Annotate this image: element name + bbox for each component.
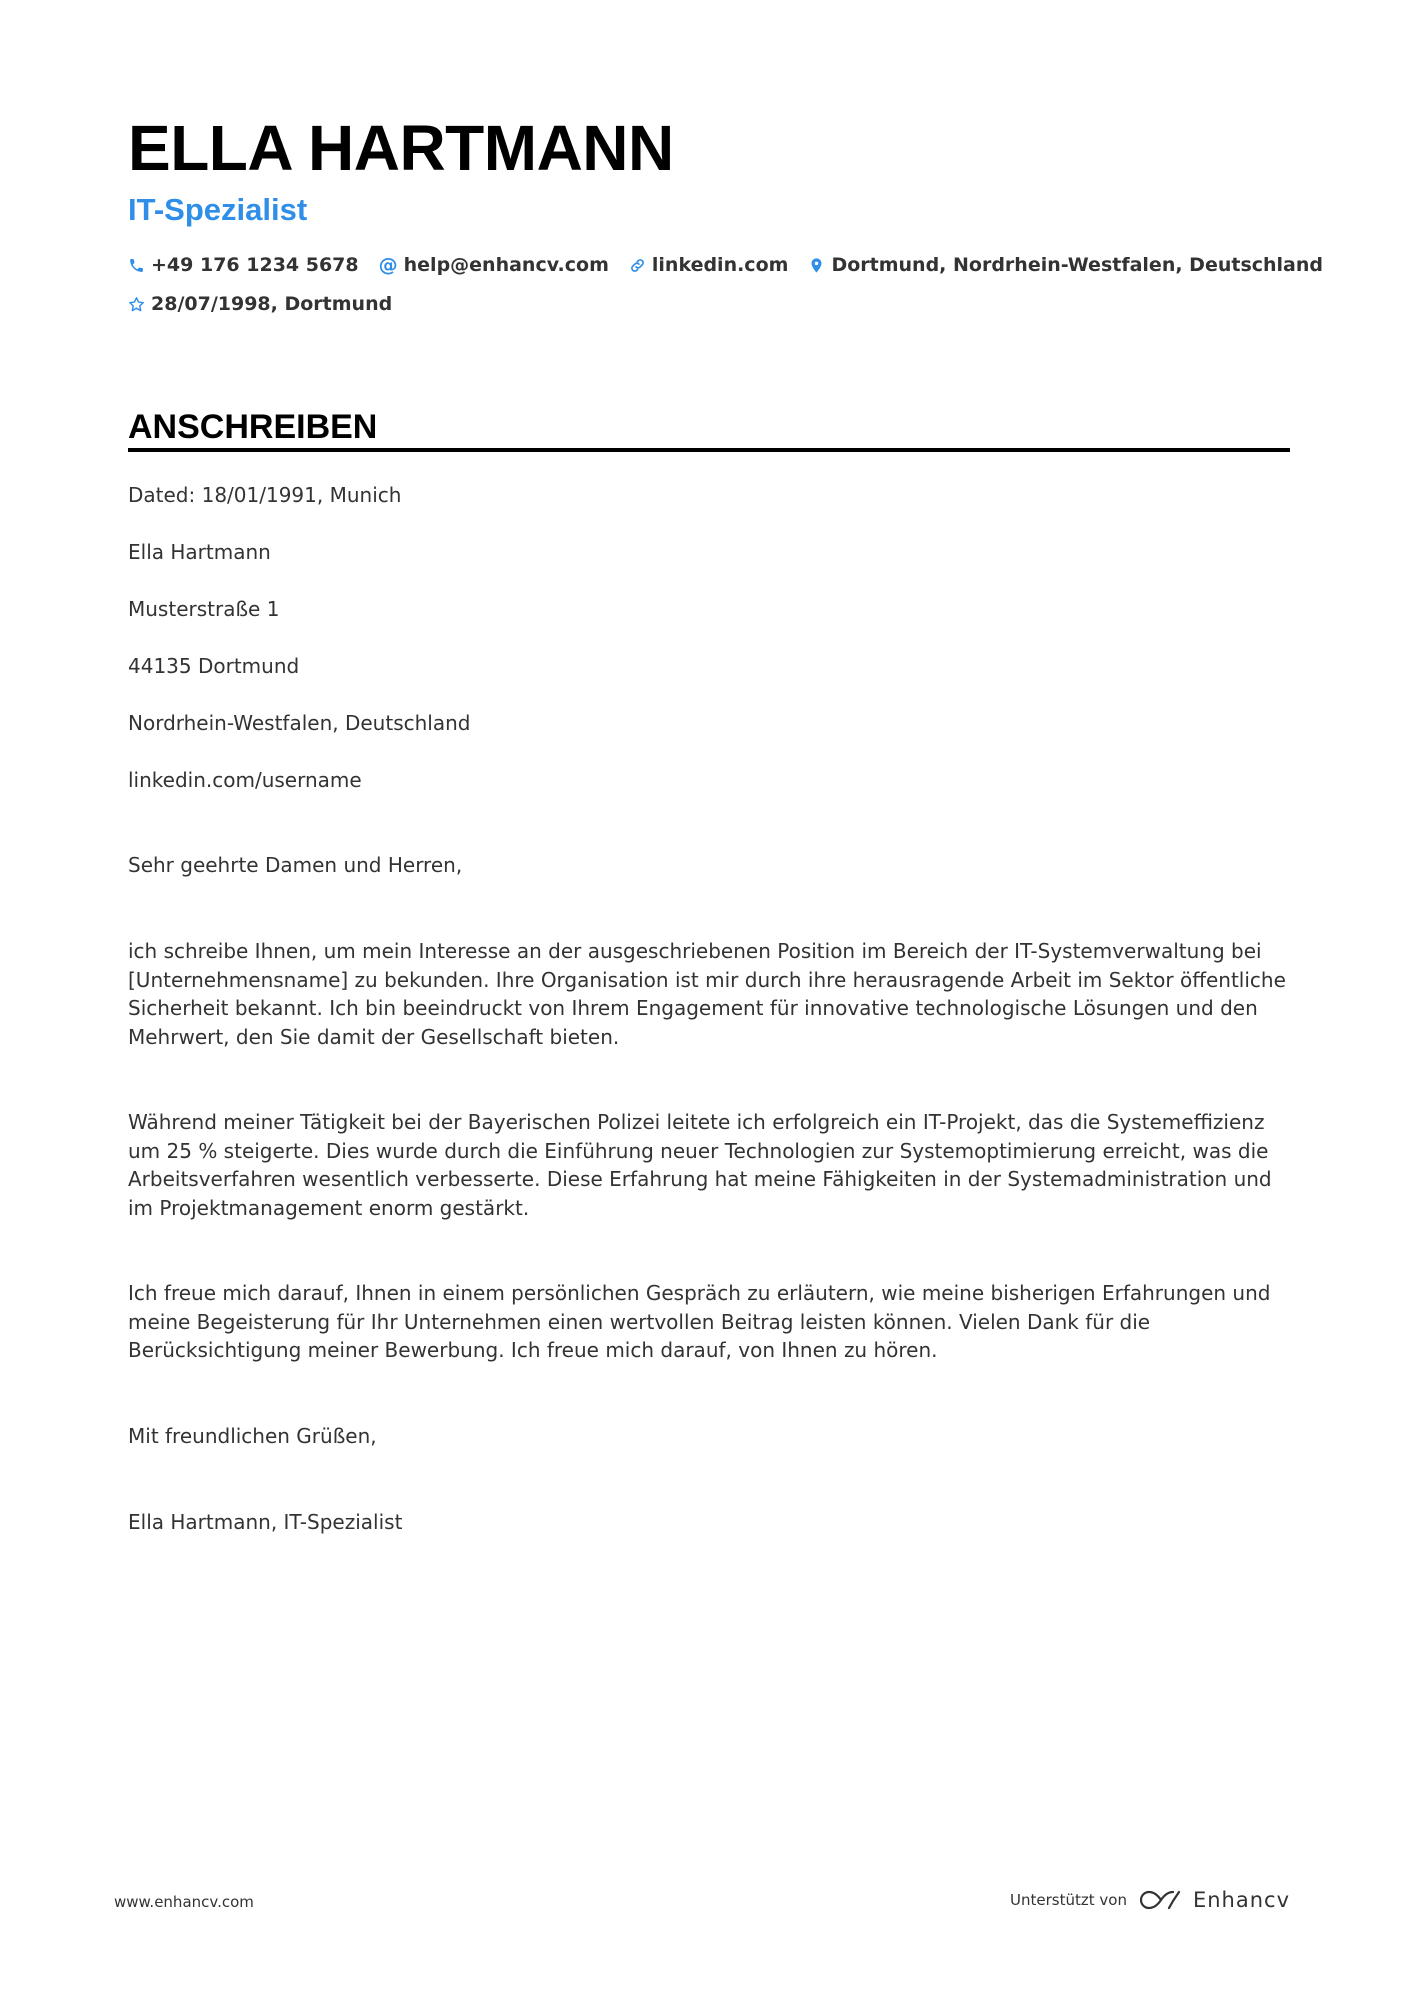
sender-region: Nordrhein-Westfalen, Deutschland <box>128 711 471 735</box>
location-text: Dortmund, Nordrhein-Westfalen, Deutschland <box>831 254 1324 276</box>
sender-linkedin: linkedin.com/username <box>128 768 362 792</box>
letter-paragraph: ich schreibe Ihnen, um mein Interesse an der ausgeschriebenen Position im Bereich der IT-Systemverwaltung bei [Unternehmensname] zu bekunden. Ihre Organisation ist mir durch ihre herausragende Arbeit im Sektor öffentliche Sicherheit bekannt. Ich bin beeindruckt von Ihrem Engagement für innovative technologische Lösungen und den Mehrwert, den Sie damit der Gesellschaft bieten. <box>128 939 1286 1049</box>
closing: Mit freundlichen Grüßen, <box>128 1424 377 1448</box>
job-title: IT-Spezialist <box>128 192 308 227</box>
footer-url[interactable]: www.enhancv.com <box>114 1893 254 1911</box>
powered-by-text: Unterstützt von <box>1010 1891 1127 1909</box>
contact-phone <box>128 254 359 276</box>
phone-text: +49 176 1234 5678 <box>151 254 359 276</box>
letter-paragraph: Ich freue mich darauf, Ihnen in einem persönlichen Gespräch zu erläutern, wie meine bisherigen Erfahrungen und meine Begeisterung für Ihr Unternehmen einen wertvollen Beitrag leisten können. Vielen Dank für die Berücksichtigung meiner Bewerbung. Ich freue mich darauf, von Ihnen zu hören. <box>128 1281 1271 1363</box>
section-divider <box>128 448 1290 452</box>
contact-linkedin <box>629 254 789 276</box>
contact-email <box>379 254 609 276</box>
contact-row <box>128 254 1343 276</box>
link-icon <box>629 257 646 274</box>
star-icon <box>128 296 145 313</box>
letter-paragraph: Während meiner Tätigkeit bei der Bayerischen Polizei leitete ich erfolgreich ein IT-Projekt, das die Systemeffizienz um 25 % steigerte. Dies wurde durch die Einführung neuer Technologien zur Systemoptimierung erreicht, was die Arbeitsverfahren wesentlich verbesserte. Diese Erfahrung hat meine Fähigkeiten in der Systemadministration und im Projektmanagement enorm gestärkt. <box>128 1110 1272 1220</box>
brand-name: Enhancv <box>1192 1888 1290 1912</box>
letter-date: Dated: 18/01/1991, Munich <box>128 483 402 507</box>
contact-birth <box>128 293 392 315</box>
map-pin-icon <box>808 257 825 274</box>
candidate-name: ELLA HARTMANN <box>128 112 674 184</box>
signature: Ella Hartmann, IT-Spezialist <box>128 1510 403 1534</box>
birth-text: 28/07/1998, Dortmund <box>151 293 393 315</box>
section-title: ANSCHREIBEN <box>128 408 378 446</box>
sender-name: Ella Hartmann <box>128 540 271 564</box>
email-text[interactable]: help@enhancv.com <box>403 254 609 276</box>
infinity-logo-icon <box>1139 1888 1183 1912</box>
sender-city: 44135 Dortmund <box>128 654 300 678</box>
footer-brand <box>1010 1888 1290 1912</box>
contact-location <box>808 254 1323 276</box>
at-icon: @ <box>378 254 398 276</box>
salutation: Sehr geehrte Damen und Herren, <box>128 853 463 877</box>
phone-icon <box>128 257 145 274</box>
sender-street: Musterstraße 1 <box>128 597 280 621</box>
contact-row-2 <box>128 293 412 315</box>
linkedin-text[interactable]: linkedin.com <box>651 254 789 276</box>
